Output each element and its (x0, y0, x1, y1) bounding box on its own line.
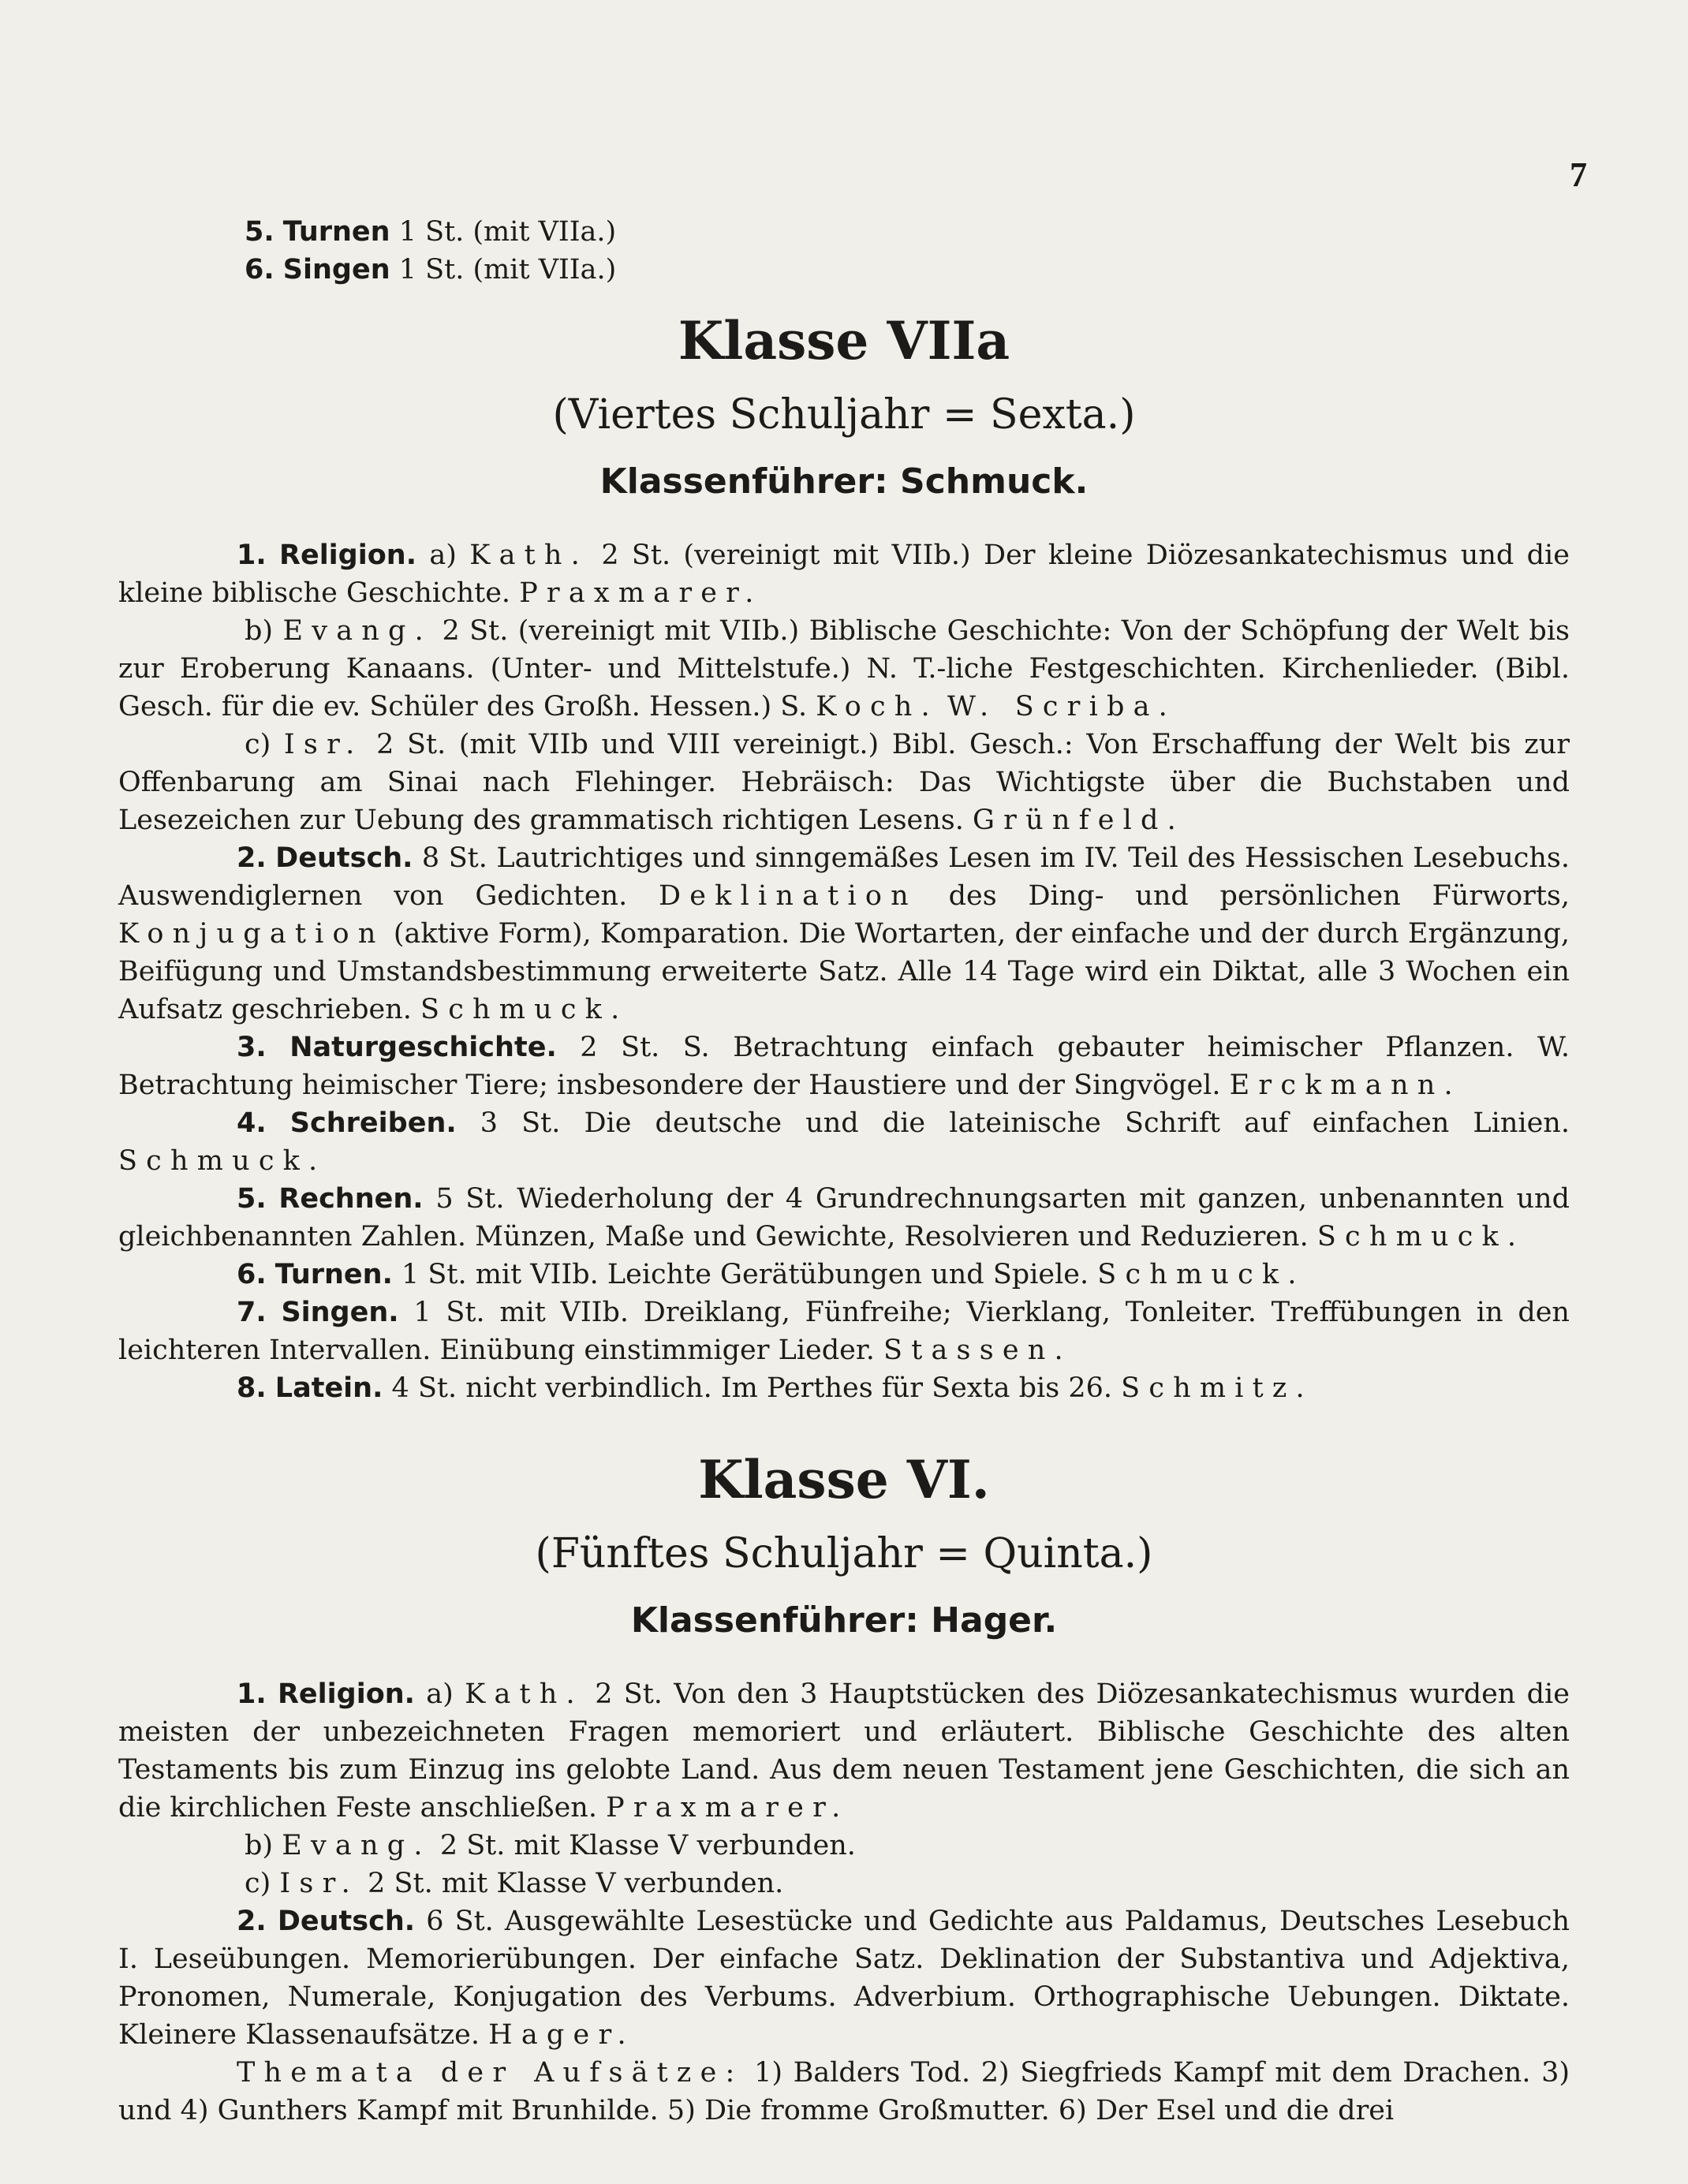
item-text: 2 St. (mit VIIb und VIII vereinigt.) Bibl. Gesch.: Von Erschaffung der Welt bis zur Offenbarung am Sinai nach Flehinger. Hebräisch: Das Wichtigste über die Buchstaben und Lesezeichen zur Uebung des grammatisch richtigen Lesens. (118, 729, 1570, 836)
class-7-schreiben (118, 1104, 1570, 1180)
item-text: 1 St. mit VIIb. Leichte Gerätübungen und Spiele. (401, 1259, 1089, 1290)
class-7-deutsch (118, 839, 1570, 1029)
subject-label: Turnen (282, 216, 390, 248)
teacher-name: Erckmann. (1229, 1070, 1462, 1101)
item-text: 6 St. Ausgewählte Lesestücke und Gedichte aus Paldamus, Deutsches Lesebuch I. Leseübungen. Memorierübungen. Der einfache Satz. Deklination der Substantiva und Adjektiva, Pronomen, Numerale, Konjugation des Verbums. Adverbium. Orthographische Uebungen. Diktate. Kleinere Klassenaufsätze. (118, 1906, 1570, 2051)
class-6-deutsch (118, 1902, 1570, 2054)
item-number: 2. (237, 1906, 267, 1937)
denomination-label: Kath. (465, 1678, 584, 1710)
teacher-name: Hager. (488, 2019, 635, 2051)
class-6-religion-c (118, 1865, 1570, 1902)
class-7-subtitle: (Viertes Schuljahr = Sexta.) (552, 391, 1136, 439)
subject-label: Rechnen. (278, 1183, 424, 1215)
item-number: 1. (237, 1678, 267, 1710)
class-7-title: Klasse VIIa (678, 310, 1010, 371)
class-7-naturgeschichte (118, 1029, 1570, 1104)
denomination-label: Kath. (469, 539, 588, 571)
class-7-leader: Klassenführer: Schmuck. (599, 461, 1089, 502)
class-6-leader: Klassenführer: Hager. (630, 1600, 1058, 1641)
themata-label: Themata der Aufsätze: (237, 2057, 744, 2089)
item-number: 5. (237, 1183, 267, 1215)
item-number: 1. (237, 539, 267, 571)
subject-label: Latein. (274, 1372, 383, 1404)
teacher-name: Schmitz. (1121, 1372, 1313, 1404)
item-number: 5. (245, 216, 274, 248)
item-number: 7. (237, 1297, 267, 1328)
item-number: 8. (237, 1372, 267, 1404)
subject-label: Religion. (279, 539, 416, 571)
sub-marker: b) (245, 1830, 274, 1861)
sub-marker: c) (245, 1868, 271, 1899)
document-body (118, 213, 1570, 2130)
subject-label: Religion. (277, 1678, 415, 1710)
teacher-name: Schmuck. (420, 994, 629, 1025)
item-turnen-top (118, 213, 1570, 251)
item-number: 6. (237, 1259, 267, 1290)
item-text: 8 St. Lautrichtiges und sinngemäßes Lesen im IV. Teil des Hessischen Lesebuchs. Auswendiglernen von Gedichten. (118, 842, 1570, 912)
class-7-singen (118, 1294, 1570, 1369)
class-7-turnen (118, 1256, 1570, 1294)
teacher-name: Schmuck. (1316, 1221, 1526, 1253)
class-6-subtitle: (Fünftes Schuljahr = Quinta.) (535, 1530, 1153, 1577)
class-6-religion-b (118, 1827, 1570, 1865)
item-text: 2 St. (vereinigt mit VIIb.) Biblische Geschichte: Von der Schöpfung der Welt bis zur Eroberung Kanaans. (Unter- und Mittelstufe.) N. T.-liche Festgeschichten. Kirchenlieder. (Bibl. Gesch. für die ev. Schüler des Großh. Hessen.) S. (118, 615, 1570, 722)
item-number: 6. (245, 254, 274, 286)
class-7-religion-a (118, 536, 1570, 612)
denomination-label: Evang. (282, 615, 432, 647)
denomination-label: Evang. (282, 1830, 431, 1861)
item-text: 2 St. Von den 3 Hauptstücken des Diözesankatechismus wurden die meisten der unbezeichneten Fragen memoriert und erläutert. Biblische Geschichte des alten Testaments bis zum Einzug ins gelobte Land. Aus dem neuen Testament jene Geschichten, die sich an die kirchlichen Feste anschließen. (118, 1678, 1570, 1824)
class-7-rechnen (118, 1180, 1570, 1256)
subject-label: Deutsch. (275, 842, 413, 874)
teacher-name: W. Scriba. (947, 691, 1176, 722)
denomination-label: Isr. (279, 1868, 360, 1899)
sub-marker: a) (429, 539, 457, 571)
item-text: des Ding- und persönlichen Fürworts, (948, 880, 1570, 912)
item-text: 2 St. mit Klasse V verbunden. (439, 1830, 856, 1861)
class-6-themata (118, 2054, 1570, 2130)
class-6-religion-a (118, 1675, 1570, 1827)
subject-label: Turnen. (274, 1259, 393, 1290)
item-text: (aktive Form), Komparation. Die Wortarten, der einfache und der durch Ergänzung, Beifügung und Umstandsbestimmung erweiterte Satz. Alle 14 Tage wird ein Diktat, alle 3 Wochen ein Aufsatz geschrieben. (118, 918, 1570, 1025)
teacher-name: Schmuck. (118, 1145, 327, 1177)
item-text: 3 St. Die deutsche und die lateinische Schrift auf einfachen Linien. (480, 1107, 1570, 1139)
class-6-title: Klasse VI. (698, 1449, 990, 1510)
item-text: 1 St. mit VIIb. Dreiklang, Fünfreihe; Vierklang, Tonleiter. Treffübungen in den leichteren Intervallen. Einübung einstimmiger Lieder. (118, 1297, 1570, 1366)
emphasized-term: Deklination (659, 880, 917, 912)
item-number: 3. (237, 1032, 267, 1063)
class-7-latein (118, 1369, 1570, 1407)
page-number: 7 (1570, 155, 1587, 194)
item-singen-top (118, 251, 1570, 289)
item-text: 5 St. Wiederholung der 4 Grundrechnungsarten mit ganzen, unbenannten und gleichbenannten Zahlen. Münzen, Maße und Gewichte, Resolvieren und Reduzieren. (118, 1183, 1570, 1253)
item-text: 1) Balders Tod. 2) Siegfrieds Kampf mit dem Drachen. 3) und 4) Gunthers Kampf mit Brunhilde. 5) Die fromme Großmutter. 6) Der Esel und die drei (118, 2057, 1570, 2126)
denomination-label: Isr. (283, 729, 364, 760)
sub-marker: a) (426, 1678, 454, 1710)
teacher-name: Schmuck. (1097, 1259, 1305, 1290)
teacher-name: Koch. (816, 691, 939, 722)
item-text: 4 St. nicht verbindlich. Im Perthes für Sexta bis 26. (391, 1372, 1112, 1404)
teacher-name: Stassen. (883, 1335, 1072, 1366)
subject-label: Singen (282, 254, 390, 286)
subject-label: Naturgeschichte. (289, 1032, 557, 1063)
item-number: 2. (237, 842, 267, 874)
item-number: 4. (237, 1107, 267, 1139)
teacher-name: Praxmarer. (519, 577, 763, 609)
sub-marker: b) (245, 615, 274, 647)
teacher-name: Praxmarer. (606, 1792, 850, 1824)
item-text: 1 St. (mit VIIa.) (398, 216, 617, 248)
emphasized-term: Konjugation (118, 918, 385, 950)
teacher-name: Grünfeld. (973, 805, 1185, 836)
subject-label: Schreiben. (289, 1107, 457, 1139)
subject-label: Deutsch. (277, 1906, 416, 1937)
item-text: 2 St. S. Betrachtung einfach gebauter heimischer Pflanzen. W. Betrachtung heimischer Tiere; insbesondere der Haustiere und der Singvögel. (118, 1032, 1570, 1101)
class-7-religion-c (118, 726, 1570, 839)
item-text: 2 St. mit Klasse V verbunden. (368, 1868, 784, 1899)
item-text: 1 St. (mit VIIa.) (398, 254, 617, 286)
subject-label: Singen. (281, 1297, 399, 1328)
item-text: 2 St. (vereinigt mit VIIb.) Der kleine Diözesankatechismus und die kleine biblische Geschichte. (118, 539, 1570, 609)
sub-marker: c) (245, 729, 271, 760)
class-7-religion-b (118, 612, 1570, 726)
